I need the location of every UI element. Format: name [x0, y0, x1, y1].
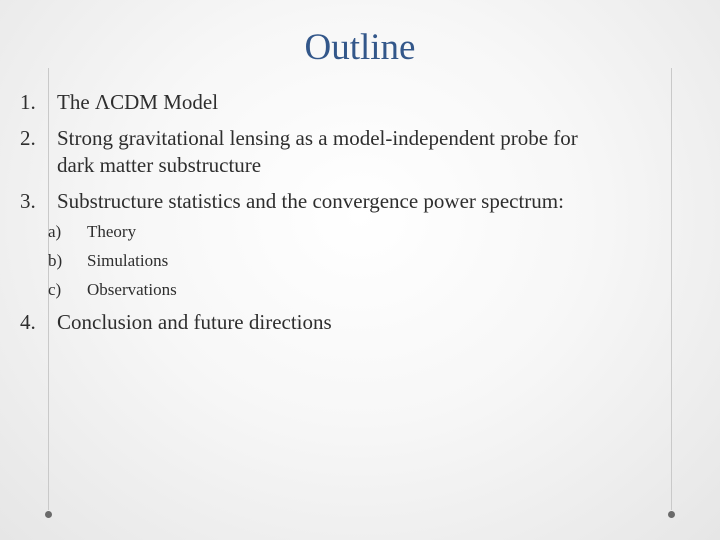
- item-number: 4.: [20, 310, 36, 334]
- item-text: Substructure statistics and the convergence power spectrum:: [57, 189, 564, 213]
- item-number: 2.: [20, 126, 36, 150]
- subitem-text: Simulations: [87, 251, 169, 270]
- item-text: Strong gravitational lensing as a model-independent probe for: [57, 126, 578, 150]
- item-text: Conclusion and future directions: [57, 310, 332, 334]
- item-text: The ΛCDM Model: [57, 90, 219, 114]
- bullet-dot-right: [668, 511, 675, 518]
- subitem-text: Theory: [87, 222, 137, 241]
- item-number: 1.: [20, 90, 36, 114]
- subitem-letter: c): [48, 280, 62, 299]
- slide-title: Outline: [304, 27, 416, 68]
- item-number: 3.: [20, 189, 36, 213]
- item-text-continued: dark matter substructure: [57, 153, 262, 177]
- subitem-letter: b): [48, 251, 63, 270]
- bullet-dot-left: [45, 511, 52, 518]
- subitem-text: Observations: [87, 280, 177, 299]
- subitem-letter: a): [48, 222, 62, 241]
